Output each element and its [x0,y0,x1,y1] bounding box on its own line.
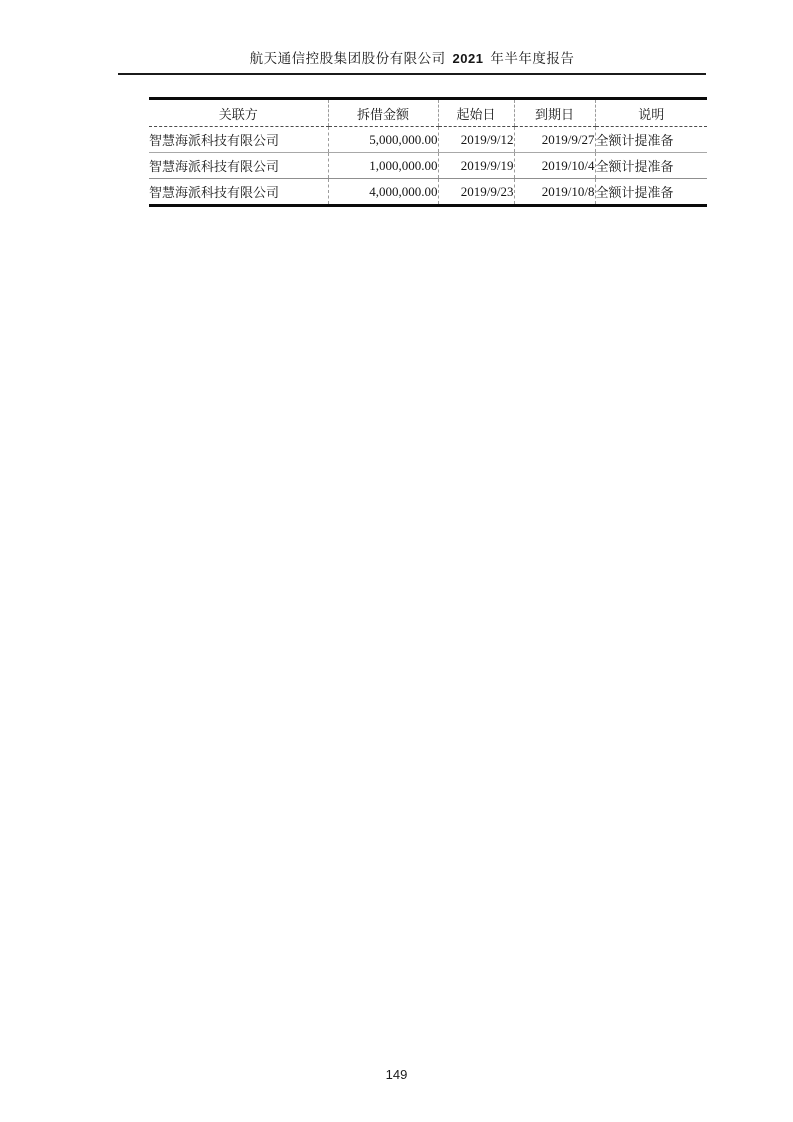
report-title [118,47,706,67]
cell-loan-amount: 4,000,000.00 [328,179,438,206]
related-party-loan-table [149,97,707,207]
table-row [149,179,707,206]
col-header-note: 说明 [595,99,707,127]
cell-due-date: 2019/9/27 [514,127,595,153]
table-header-row [149,99,707,127]
page-number: 149 [385,1067,408,1082]
col-header-due-date: 到期日 [514,99,595,127]
table-row [149,127,707,153]
cell-due-date: 2019/10/8 [514,179,595,206]
cell-related-party: 智慧海派科技有限公司 [149,179,328,206]
cell-note: 全额计提准备 [595,153,707,179]
report-title-company: 航天通信控股集团股份有限公司 [249,51,446,66]
report-title-year: 2021 [452,51,484,66]
report-title-suffix: 年半年度报告 [490,51,575,66]
cell-note: 全额计提准备 [595,179,707,206]
cell-related-party: 智慧海派科技有限公司 [149,153,328,179]
cell-loan-amount: 1,000,000.00 [328,153,438,179]
col-header-related-party: 关联方 [149,99,328,127]
cell-due-date: 2019/10/4 [514,153,595,179]
cell-note: 全额计提准备 [595,127,707,153]
page-header [118,47,706,75]
cell-loan-amount: 5,000,000.00 [328,127,438,153]
cell-start-date: 2019/9/12 [438,127,514,153]
cell-start-date: 2019/9/23 [438,179,514,206]
cell-start-date: 2019/9/19 [438,153,514,179]
col-header-start-date: 起始日 [438,99,514,127]
table-row [149,153,707,179]
col-header-loan-amount: 拆借金额 [328,99,438,127]
cell-related-party: 智慧海派科技有限公司 [149,133,280,148]
